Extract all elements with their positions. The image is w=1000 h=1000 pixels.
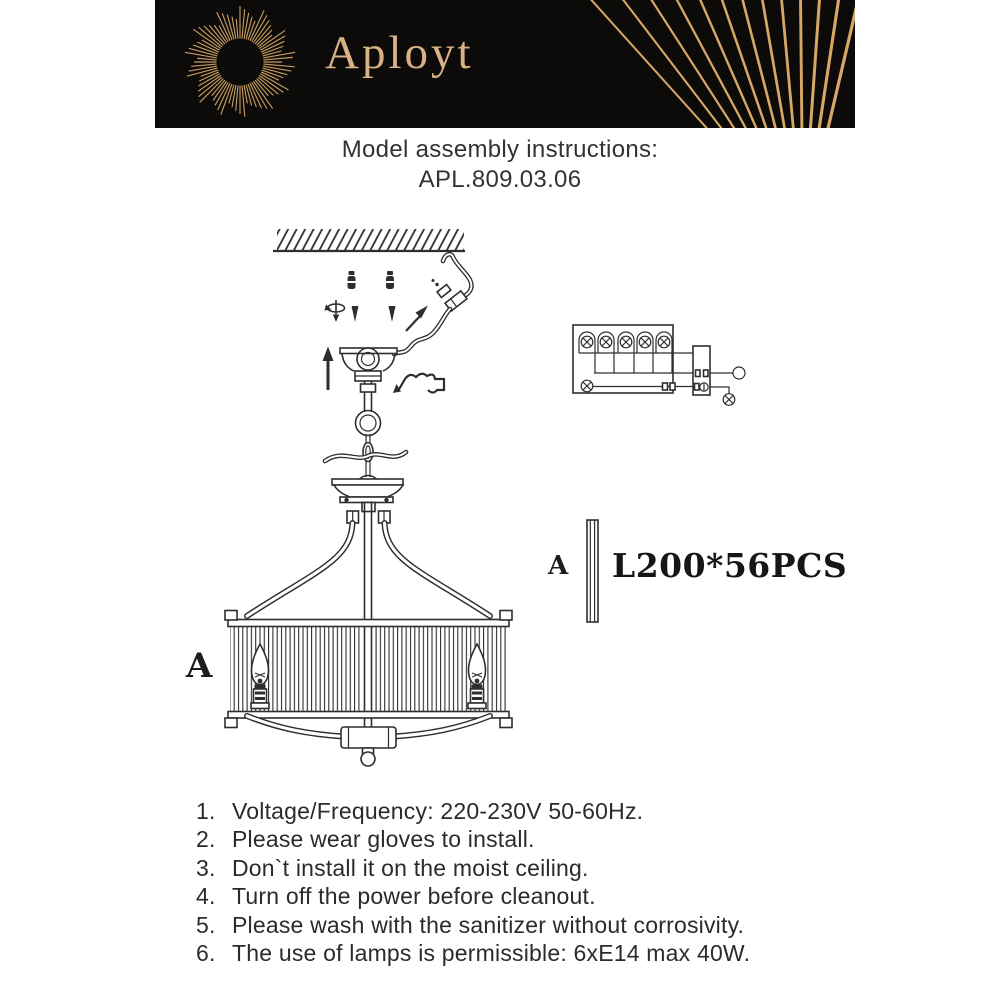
list-item xyxy=(196,939,750,967)
item-text: Please wash with the sanitizer without corrosivity. xyxy=(232,911,745,938)
item-number: 6. xyxy=(196,940,216,967)
drum-part-label: A xyxy=(186,646,213,686)
ceiling-wire xyxy=(394,254,471,354)
list-item xyxy=(196,797,750,825)
drum-shade xyxy=(225,502,512,728)
item-text: Turn off the power before cleanout. xyxy=(232,883,596,910)
crystal-rod-part xyxy=(587,520,598,622)
upper-arms xyxy=(247,523,490,616)
item-number: 3. xyxy=(196,854,216,881)
ceiling-canopy xyxy=(340,348,397,381)
item-number: 4. xyxy=(196,883,216,910)
wiring-diagram xyxy=(573,325,745,405)
ground-terminal-icon xyxy=(733,367,745,379)
list-item xyxy=(196,825,750,853)
instructions-list xyxy=(196,797,750,967)
item-number: 2. xyxy=(196,826,216,853)
item-number: 1. xyxy=(196,798,216,824)
rotate-screw-icon xyxy=(325,300,345,322)
chandelier-cap xyxy=(332,479,403,512)
hook-tool-icon xyxy=(393,374,444,393)
screw-icons xyxy=(352,306,395,322)
item-number: 5. xyxy=(196,911,216,938)
ray-fan-decoration-icon xyxy=(442,0,855,128)
bottom-frame xyxy=(247,716,490,766)
brand-banner xyxy=(155,0,855,128)
item-text: The use of lamps is permissible: 6xE14 max 40W. xyxy=(232,940,751,967)
parts-list-label: A xyxy=(548,551,569,581)
wall-anchor-icons xyxy=(348,271,395,289)
sunburst-logo-icon xyxy=(185,6,295,117)
up-arrow-icon xyxy=(323,347,334,391)
direction-arrow xyxy=(406,316,420,331)
item-text: Voltage/Frequency: 220-230V 50-60Hz. xyxy=(232,798,644,824)
brand-name: Aployt xyxy=(325,27,474,79)
banner-decoration xyxy=(155,0,855,128)
item-text: Please wear gloves to install. xyxy=(232,826,535,853)
ceiling-hatch xyxy=(273,229,465,251)
list-item xyxy=(196,882,750,910)
model-number: APL.809.03.06 xyxy=(418,166,582,193)
list-item xyxy=(196,911,750,939)
page-title: Model assembly instructions: xyxy=(341,136,659,163)
assembly-diagram xyxy=(0,200,1000,800)
parts-list-spec: L200*56PCS xyxy=(612,546,848,585)
item-text: Don`t install it on the moist ceiling. xyxy=(232,854,589,881)
list-item xyxy=(196,854,750,882)
